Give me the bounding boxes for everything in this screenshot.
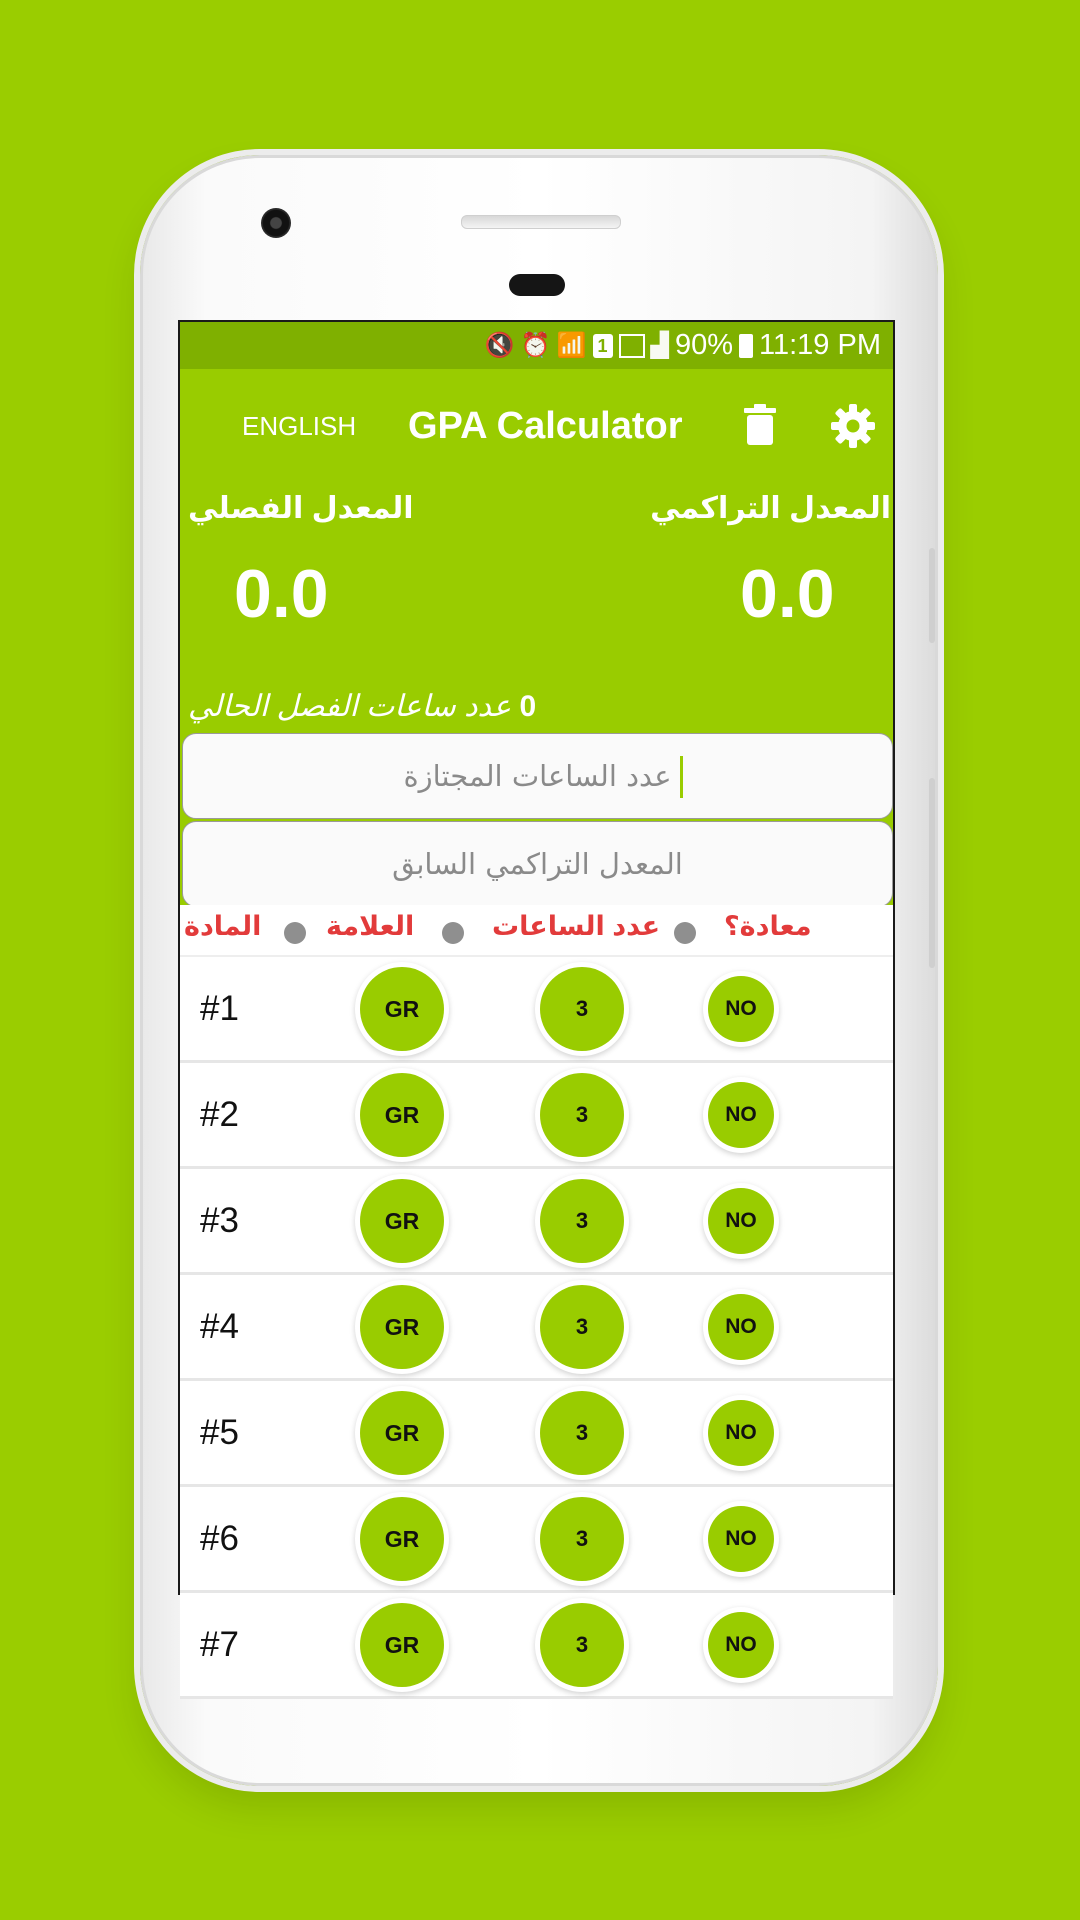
grade-button[interactable]: GR <box>360 1391 444 1475</box>
column-grade: العلامة <box>326 911 415 941</box>
hours-button[interactable]: 3 <box>540 967 624 1051</box>
current-hours-count: 0 <box>519 690 537 723</box>
repeated-button[interactable]: NO <box>708 1082 774 1148</box>
app-screen <box>178 320 895 1664</box>
hours-button[interactable]: 3 <box>540 1391 624 1475</box>
app-title: GPA Calculator <box>408 405 683 447</box>
proximity-sensor <box>509 274 565 296</box>
text-cursor <box>680 756 683 798</box>
repeated-button[interactable]: NO <box>708 1612 774 1678</box>
volume-button <box>929 778 935 968</box>
previous-gpa-input[interactable] <box>183 821 892 907</box>
battery-icon <box>739 334 753 358</box>
table-row <box>180 1169 893 1275</box>
signal-icon: ▟ <box>650 332 669 359</box>
course-number: #7 <box>200 1625 239 1664</box>
cumulative-gpa-label: المعدل التراكمي <box>650 492 891 525</box>
table-row <box>180 1593 893 1699</box>
grade-button[interactable]: GR <box>360 1073 444 1157</box>
grade-button[interactable]: GR <box>360 967 444 1051</box>
alarm-icon: ⏰ <box>520 332 551 359</box>
signal-icon <box>619 334 645 358</box>
grade-button[interactable]: GR <box>360 1603 444 1687</box>
table-row <box>180 955 893 1063</box>
table-row <box>180 1381 893 1487</box>
completed-hours-input[interactable] <box>183 733 892 819</box>
cumulative-gpa-value: 0.0 <box>740 556 835 632</box>
power-button <box>929 548 935 643</box>
toolbar <box>180 369 893 484</box>
semester-gpa-value: 0.0 <box>234 556 329 632</box>
dot-separator <box>442 922 464 944</box>
earpiece-speaker <box>461 215 621 229</box>
hours-button[interactable]: 3 <box>540 1073 624 1157</box>
current-hours-line <box>188 689 536 724</box>
course-list <box>180 955 893 1699</box>
battery-percent: 90% <box>674 329 734 361</box>
dot-separator <box>284 922 306 944</box>
column-course: المادة <box>184 911 262 941</box>
header-panel <box>180 369 893 1002</box>
course-number: #1 <box>200 989 239 1028</box>
grade-button[interactable]: GR <box>360 1285 444 1369</box>
clock: 11:19 PM <box>759 329 881 361</box>
wifi-icon: 📶 <box>556 332 587 359</box>
status-bar <box>180 322 893 369</box>
hours-button[interactable]: 3 <box>540 1497 624 1581</box>
column-repeated: معادة؟ <box>724 911 812 941</box>
semester-gpa-label: المعدل الفصلي <box>188 492 414 525</box>
mute-icon: 🔇 <box>484 332 515 359</box>
grade-button[interactable]: GR <box>360 1497 444 1581</box>
hours-button[interactable]: 3 <box>540 1603 624 1687</box>
table-row <box>180 1487 893 1593</box>
course-number: #6 <box>200 1519 239 1558</box>
repeated-button[interactable]: NO <box>708 1294 774 1360</box>
trash-icon[interactable] <box>740 403 780 447</box>
column-header-row <box>180 905 893 955</box>
repeated-button[interactable]: NO <box>708 976 774 1042</box>
hours-button[interactable]: 3 <box>540 1285 624 1369</box>
previous-gpa-field[interactable] <box>182 821 893 907</box>
sim-icon: 1 <box>593 334 613 358</box>
language-button[interactable]: ENGLISH <box>242 411 357 441</box>
current-hours-label: عدد ساعات الفصل الحالي <box>188 690 512 723</box>
course-number: #3 <box>200 1201 239 1240</box>
table-row <box>180 1063 893 1169</box>
completed-hours-field[interactable] <box>182 733 893 819</box>
front-camera <box>261 208 291 238</box>
dot-separator <box>674 922 696 944</box>
gear-icon[interactable] <box>830 403 876 449</box>
repeated-button[interactable]: NO <box>708 1506 774 1572</box>
repeated-button[interactable]: NO <box>708 1188 774 1254</box>
course-number: #4 <box>200 1307 239 1346</box>
course-number: #5 <box>200 1413 239 1452</box>
column-hours: عدد الساعات <box>492 911 661 941</box>
table-row <box>180 1275 893 1381</box>
hours-button[interactable]: 3 <box>540 1179 624 1263</box>
course-number: #2 <box>200 1095 239 1134</box>
repeated-button[interactable]: NO <box>708 1400 774 1466</box>
grade-button[interactable]: GR <box>360 1179 444 1263</box>
